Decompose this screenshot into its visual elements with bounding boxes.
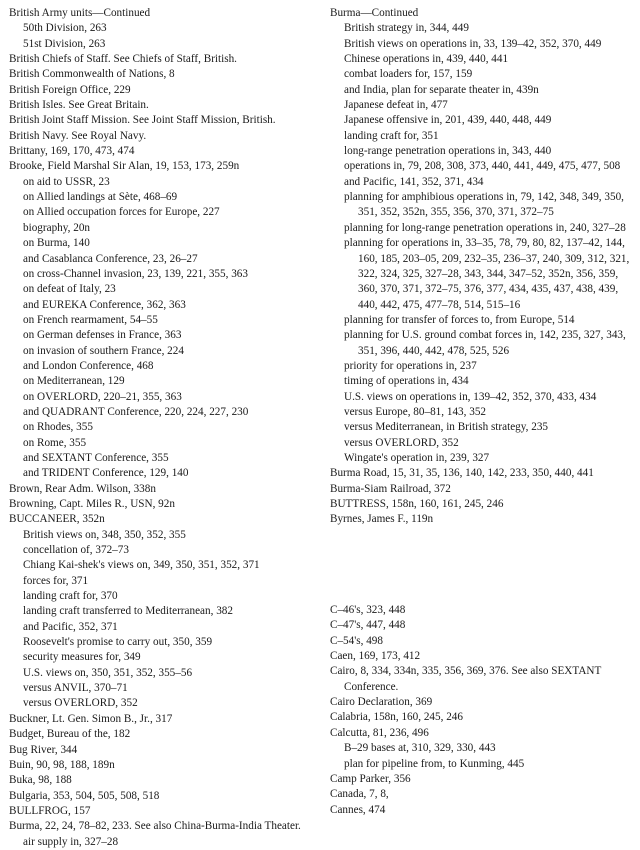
- index-subentry: Roosevelt's promise to carry out, 350, 359: [23, 636, 213, 649]
- index-subentry: and India, plan for separate theater in, 439n: [344, 83, 539, 96]
- index-entry: Buckner, Lt. Gen. Simon B., Jr., 317: [9, 712, 173, 725]
- index-column-left: [9, 6, 309, 850]
- index-subentry: concellation of, 372–73: [23, 544, 129, 557]
- index-entry: Burma, 22, 24, 78–82, 233. See also China-Burma-India Theater.: [9, 820, 301, 833]
- index-entry: British Foreign Office, 229: [9, 83, 131, 96]
- index-entry: Cairo Declaration, 369: [330, 696, 433, 709]
- index-column-right: [330, 6, 634, 818]
- index-subentry: biography, 20n: [23, 221, 91, 234]
- index-entry: Brown, Rear Adm. Wilson, 338n: [9, 482, 156, 495]
- index-subentry: planning for U.S. ground combat forces in, 142, 235, 327, 343, 351, 396, 440, 442, 478, 525, 526: [344, 329, 626, 357]
- index-entry: British Army units—Continued: [9, 7, 151, 19]
- index-subentry: combat loaders for, 157, 159: [344, 68, 473, 81]
- index-subentry: on Allied landings at Sète, 468–69: [23, 191, 178, 204]
- index-subentry: long-range penetration operations in, 343, 440: [344, 145, 552, 158]
- index-entry: British Navy. See Royal Navy.: [9, 129, 147, 142]
- index-entry: Brittany, 169, 170, 473, 474: [9, 145, 135, 158]
- index-entry: Caen, 169, 173, 412: [330, 650, 421, 663]
- index-entry: C–47's, 447, 448: [330, 619, 406, 632]
- index-subentry: versus Mediterranean, in British strategy, 235: [344, 421, 549, 434]
- index-subentry: and Pacific, 352, 371: [23, 620, 118, 633]
- index-subentry: timing of operations in, 434: [344, 375, 469, 388]
- index-subentry: on German defenses in France, 363: [23, 329, 182, 342]
- index-entry: Byrnes, James F., 119n: [330, 513, 434, 526]
- index-subentry: U.S. views on operations in, 139–42, 352, 370, 433, 434: [344, 390, 597, 403]
- index-entry: Bulgaria, 353, 504, 505, 508, 518: [9, 789, 160, 802]
- index-subentry: U.S. views on, 350, 351, 352, 355–56: [23, 666, 193, 679]
- index-subentry: on Rhodes, 355: [23, 421, 93, 434]
- index-entry: Calcutta, 81, 236, 496: [330, 726, 429, 739]
- index-entry: Calabria, 158n, 160, 245, 246: [330, 711, 463, 724]
- index-subentry: on French rearmament, 54–55: [23, 313, 158, 326]
- index-subentry: forces for, 371: [23, 574, 89, 587]
- index-subentry: Chinese operations in, 439, 440, 441: [344, 53, 509, 66]
- index-subentry: and TRIDENT Conference, 129, 140: [23, 467, 189, 480]
- index-subentry: on Allied occupation forces for Europe, 227: [23, 206, 220, 219]
- index-subentry: landing craft for, 370: [23, 590, 118, 603]
- index-subentry: security measures for, 349: [23, 651, 141, 664]
- index-entry: Buin, 90, 98, 188, 189n: [9, 758, 115, 771]
- index-entry: British Isles. See Great Britain.: [9, 99, 149, 112]
- index-subentry: on invasion of southern France, 224: [23, 344, 184, 357]
- index-entry: Brooke, Field Marshal Sir Alan, 19, 153, 173, 259n: [9, 160, 240, 173]
- index-entry: BULLFROG, 157: [9, 804, 91, 817]
- index-entry: Bug River, 344: [9, 743, 78, 756]
- index-entry: C–46's, 323, 448: [330, 604, 406, 617]
- index-subentry: versus OVERLORD, 352: [23, 697, 138, 710]
- index-subentry: planning for amphibious operations in, 79, 142, 348, 349, 350, 351, 352, 352n, 355, 356, 370, 371, 372–75: [344, 191, 624, 219]
- index-subentry: on defeat of Italy, 23: [23, 283, 116, 296]
- index-entry: British Joint Staff Mission. See Joint Staff Mission, British.: [9, 114, 276, 127]
- index-subentry: 50th Division, 263: [23, 22, 107, 35]
- index-entry: Cairo, 8, 334, 334n, 335, 356, 369, 376. See also SEXTANT Conference.: [330, 665, 602, 693]
- index-subentry: British views on operations in, 33, 139–42, 352, 370, 449: [344, 37, 602, 50]
- index-entry: Burma Road, 15, 31, 35, 136, 140, 142, 233, 350, 440, 441: [330, 467, 594, 480]
- index-subentry: British strategy in, 344, 449: [344, 22, 469, 35]
- index-entry: British Chiefs of Staff. See Chiefs of Staff, British.: [9, 53, 237, 66]
- index-subentry: and SEXTANT Conference, 355: [23, 451, 169, 464]
- index-subentry: and EUREKA Conference, 362, 363: [23, 298, 186, 311]
- index-subentry: and Casablanca Conference, 23, 26–27: [23, 252, 198, 265]
- index-subentry: air supply in, 327–28: [23, 835, 119, 848]
- index-subentry: priority for operations in, 237: [344, 359, 477, 372]
- index-entry: Budget, Bureau of the, 182: [9, 728, 131, 741]
- index-entry: Cannes, 474: [330, 803, 386, 816]
- index-subentry: British views on, 348, 350, 352, 355: [23, 528, 186, 541]
- index-entry: Buka, 98, 188: [9, 774, 72, 787]
- index-subentry: and QUADRANT Conference, 220, 224, 227, 230: [23, 405, 249, 418]
- index-entry: Canada, 7, 8,: [330, 788, 389, 801]
- index-subentry: on aid to USSR, 23: [23, 175, 110, 188]
- index-entry: BUTTRESS, 158n, 160, 161, 245, 246: [330, 498, 504, 510]
- index-subentry: Japanese defeat in, 477: [344, 99, 448, 112]
- index-subentry: planning for operations in, 33–35, 78, 79, 80, 82, 137–42, 144, 160, 185, 203–05, 209, 232–35, 236–37, 240, 309, 312, 321, 322, 324, 325, 327–28, 343, 344, 347–52, 352n, 356, 359, 360, 370, 371, 372–75, 376, 377, 434, 435, 437, 438, 439, 440, 442, 475, 477–78, 514, 515–16: [344, 237, 630, 311]
- index-subentry: Japanese offensive in, 201, 439, 440, 448, 449: [344, 114, 552, 127]
- index-subentry: and Pacific, 141, 352, 371, 434: [344, 175, 484, 188]
- index-subentry: B–29 bases at, 310, 329, 330, 443: [344, 742, 496, 755]
- index-subentry: planning for long-range penetration operations in, 240, 327–28: [344, 221, 626, 234]
- index-subentry: on Rome, 355: [23, 436, 87, 449]
- index-entry: BUCCANEER, 352n: [9, 513, 105, 526]
- index-subentry: on Burma, 140: [23, 237, 90, 250]
- index-subentry: Wingate's operation in, 239, 327: [344, 451, 490, 464]
- section-gap: [330, 539, 634, 592]
- index-subentry: plan for pipeline from, to Kunming, 445: [344, 757, 525, 770]
- index-subentry: on cross-Channel invasion, 23, 139, 221, 355, 363: [23, 267, 248, 280]
- index-subentry: on OVERLORD, 220–21, 355, 363: [23, 390, 182, 403]
- index-subentry: versus OVERLORD, 352: [344, 436, 459, 449]
- index-subentry: on Mediterranean, 129: [23, 375, 125, 388]
- index-subentry: Chiang Kai-shek's views on, 349, 350, 351, 352, 371: [23, 559, 260, 572]
- index-subentry: landing craft transferred to Mediterranean, 382: [23, 605, 233, 618]
- index-subentry: versus Europe, 80–81, 143, 352: [344, 405, 487, 418]
- index-subentry: versus ANVIL, 370–71: [23, 682, 128, 695]
- index-entry: Browning, Capt. Miles R., USN, 92n: [9, 498, 175, 510]
- index-subentry: planning for transfer of forces to, from Europe, 514: [344, 313, 575, 326]
- index-entry: Camp Parker, 356: [330, 772, 411, 785]
- index-subentry: 51st Division, 263: [23, 37, 106, 50]
- index-subentry: landing craft for, 351: [344, 129, 439, 142]
- index-entry: Burma—Continued: [330, 7, 419, 19]
- index-subentry: and London Conference, 468: [23, 359, 154, 372]
- index-subentry: operations in, 79, 208, 308, 373, 440, 441, 449, 475, 477, 508: [344, 160, 621, 173]
- index-entry: British Commonwealth of Nations, 8: [9, 68, 175, 81]
- index-entry: C–54's, 498: [330, 634, 383, 647]
- index-entry: Burma-Siam Railroad, 372: [330, 482, 451, 495]
